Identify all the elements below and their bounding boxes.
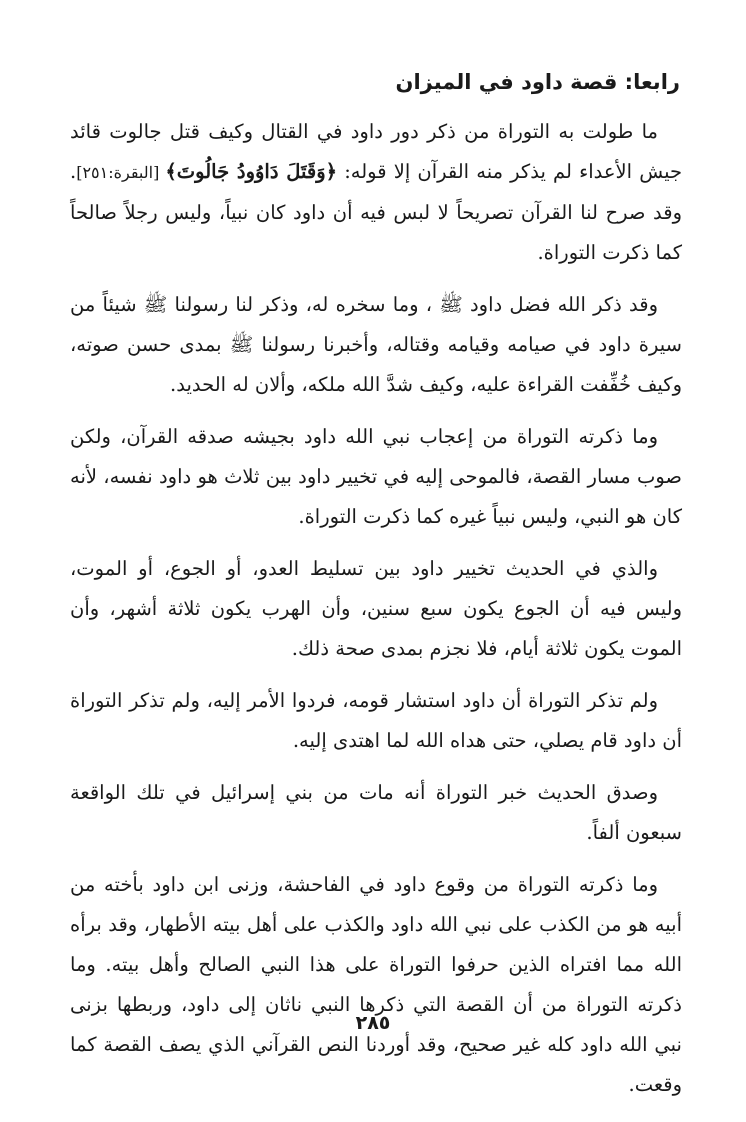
paragraph-7: وما ذكرته التوراة من وقوع داود في الفاحشة، وزنى ابن داود بأخته من أبيه هو من الكذب على نبي الله داود والكذب على أهل بيته الأطهار، وقد برأه الله مما افتراه الذين حرفوا التوراة على هذا النبي الصالح وأهل بيته. وما ذكرته التوراة من أن القصة التي ذكرها النبي ناثان إلى داود، وربطها بزنى نبي الله داود كله غير صحيح، وقد أوردنا النص القرآني الذي يصف القصة كما وقعت. bbox=[70, 873, 682, 1096]
paragraph-1 bbox=[70, 112, 682, 273]
paragraph-5: ولم تذكر التوراة أن داود استشار قومه، فردوا الأمر إليه، ولم تذكر التوراة أن داود قام يصلي، حتى هداه الله لما اهتدى إليه. bbox=[70, 689, 682, 752]
page-title: رابعا: قصة داود في الميزان bbox=[395, 70, 680, 94]
page-body bbox=[70, 70, 682, 1117]
page-number: ٢٨٥ bbox=[355, 1012, 391, 1034]
paragraph-6: وصدق الحديث خبر التوراة أنه مات من بني إسرائيل في تلك الواقعة سبعون ألفاً. bbox=[70, 781, 682, 844]
verse-reference: [البقرة:٢٥١] bbox=[76, 163, 166, 182]
paragraph-4: والذي في الحديث تخيير داود بين تسليط العدو، أو الجوع، أو الموت، وليس فيه أن الجوع يكون سبع سنين، وأن الهرب يكون ثلاثة أشهر، وأن الموت يكون ثلاثة أيام، فلا نجزم بمدى صحة ذلك. bbox=[70, 557, 682, 660]
paragraph-3: وما ذكرته التوراة من إعجاب نبي الله داود بجيشه صدقه القرآن، ولكن صوب مسار القصة، فالموحى إليه في تخيير داود بين ثلاث هو داود نفسه، لأنه كان هو النبي، وليس نبياً غيره كما ذكرت التوراة. bbox=[70, 425, 682, 528]
quran-verse: ﴿وَقَتَلَ دَاوُودُ جَالُوتَ﴾ bbox=[165, 160, 338, 183]
paragraph-1-rest: . وقد صرح لنا القرآن تصريحاً لا لبس فيه أن داود كان نبياً، وليس رجلاً صالحاً كما ذكرت التوراة. bbox=[70, 160, 682, 264]
paragraph-1-text: ما طولت به التوراة من ذكر دور داود في القتال وكيف قتل جالوت قائد جيش الأعداء لم يذكر منه القرآن إلا قوله: bbox=[70, 120, 683, 183]
paragraph-2: وقد ذكر الله فضل داود ﷺ ، وما سخره له، وذكر لنا رسولنا ﷺ شيئاً من سيرة داود في صيامه وقيامه وقتاله، وأخبرنا رسولنا ﷺ بمدى حسن صوته، وكيف خُفِّفت القراءة عليه، وكيف شدَّ الله ملكه، وألان له الحديد. bbox=[70, 293, 682, 396]
